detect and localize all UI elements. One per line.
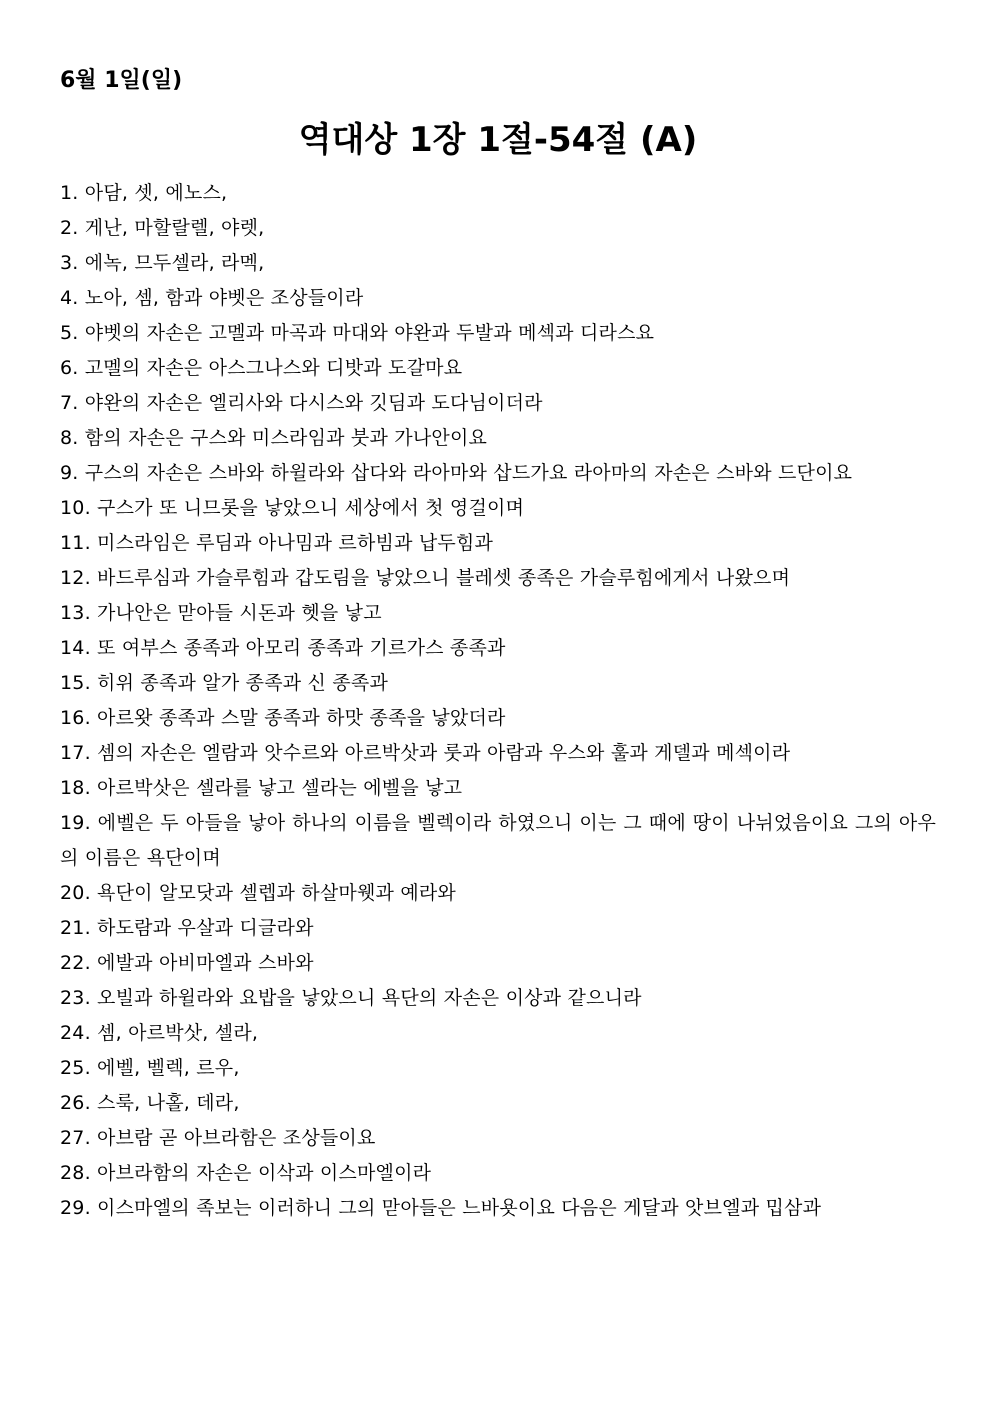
verse-21: 21. 하도람과 우살과 디글라와 bbox=[60, 917, 314, 939]
verse-4: 4. 노아, 셈, 함과 야벳은 조상들이라 bbox=[60, 287, 364, 309]
verse-8: 8. 함의 자손은 구스와 미스라임과 붓과 가나안이요 bbox=[60, 427, 488, 449]
verse-24: 24. 셈, 아르박삿, 셀라, bbox=[60, 1022, 259, 1044]
verse-18: 18. 아르박삿은 셀라를 낳고 셀라는 에벨을 낳고 bbox=[60, 777, 463, 799]
verse-25: 25. 에벨, 벨렉, 르우, bbox=[60, 1057, 240, 1079]
verse-14: 14. 또 여부스 종족과 아모리 종족과 기르가스 종족과 bbox=[60, 637, 506, 659]
verse-15: 15. 히위 종족과 알가 종족과 신 종족과 bbox=[60, 672, 389, 694]
verse-1: 1. 아담, 셋, 에노스, bbox=[60, 182, 228, 204]
page-title: 역대상 1장 1절-54절 (A) bbox=[298, 120, 698, 160]
verse-23: 23. 오빌과 하윌라와 요밥을 낳았으니 욕단의 자손은 이상과 같으니라 bbox=[60, 987, 642, 1009]
verse-2: 2. 게난, 마할랄렐, 야렛, bbox=[60, 217, 265, 239]
verse-19: 19. 에벨은 두 아들을 낳아 하나의 이름을 벨렉이라 하였으니 이는 그 때에 땅이 나뉘었음이요 그의 아우의 이름은 욕단이며 bbox=[60, 812, 936, 869]
verse-22: 22. 에발과 아비마엘과 스바와 bbox=[60, 952, 314, 974]
verse-28: 28. 아브라함의 자손은 이삭과 이스마엘이라 bbox=[60, 1162, 432, 1184]
verse-16: 16. 아르왓 종족과 스말 종족과 하맛 종족을 낳았더라 bbox=[60, 707, 506, 729]
verse-12: 12. 바드루심과 가슬루힘과 갑도림을 낳았으니 블레셋 종족은 가슬루힘에게서 나왔으며 bbox=[60, 567, 791, 589]
reading-date: 6월 1일(일) bbox=[60, 68, 183, 93]
verse-list bbox=[60, 176, 936, 1226]
document-page bbox=[60, 58, 936, 1226]
verse-10: 10. 구스가 또 니므롯을 낳았으니 세상에서 첫 영걸이며 bbox=[60, 497, 525, 519]
verse-3: 3. 에녹, 므두셀라, 라멕, bbox=[60, 252, 265, 274]
verse-5: 5. 야벳의 자손은 고멜과 마곡과 마대와 야완과 두발과 메섹과 디라스요 bbox=[60, 322, 655, 344]
verse-9: 9. 구스의 자손은 스바와 하윌라와 삽다와 라아마와 삽드가요 라아마의 자손은 스바와 드단이요 bbox=[60, 462, 853, 484]
verse-11: 11. 미스라임은 루딤과 아나밈과 르하빔과 납두힘과 bbox=[60, 532, 494, 554]
verse-26: 26. 스룩, 나홀, 데라, bbox=[60, 1092, 240, 1114]
verse-29: 29. 이스마엘의 족보는 이러하니 그의 맏아들은 느바욧이요 다음은 게달과 앗브엘과 밉삼과 bbox=[60, 1197, 822, 1219]
verse-17: 17. 셈의 자손은 엘람과 앗수르와 아르박삿과 룻과 아람과 우스와 훌과 게델과 메섹이라 bbox=[60, 742, 791, 764]
verse-6: 6. 고멜의 자손은 아스그나스와 디밧과 도갈마요 bbox=[60, 357, 463, 379]
verse-20: 20. 욕단이 알모닷과 셀렙과 하살마웻과 예라와 bbox=[60, 882, 456, 904]
verse-7: 7. 야완의 자손은 엘리사와 다시스와 깃딤과 도다님이더라 bbox=[60, 392, 543, 414]
verse-27: 27. 아브람 곧 아브라함은 조상들이요 bbox=[60, 1127, 376, 1149]
verse-13: 13. 가나안은 맏아들 시돈과 헷을 낳고 bbox=[60, 602, 382, 624]
